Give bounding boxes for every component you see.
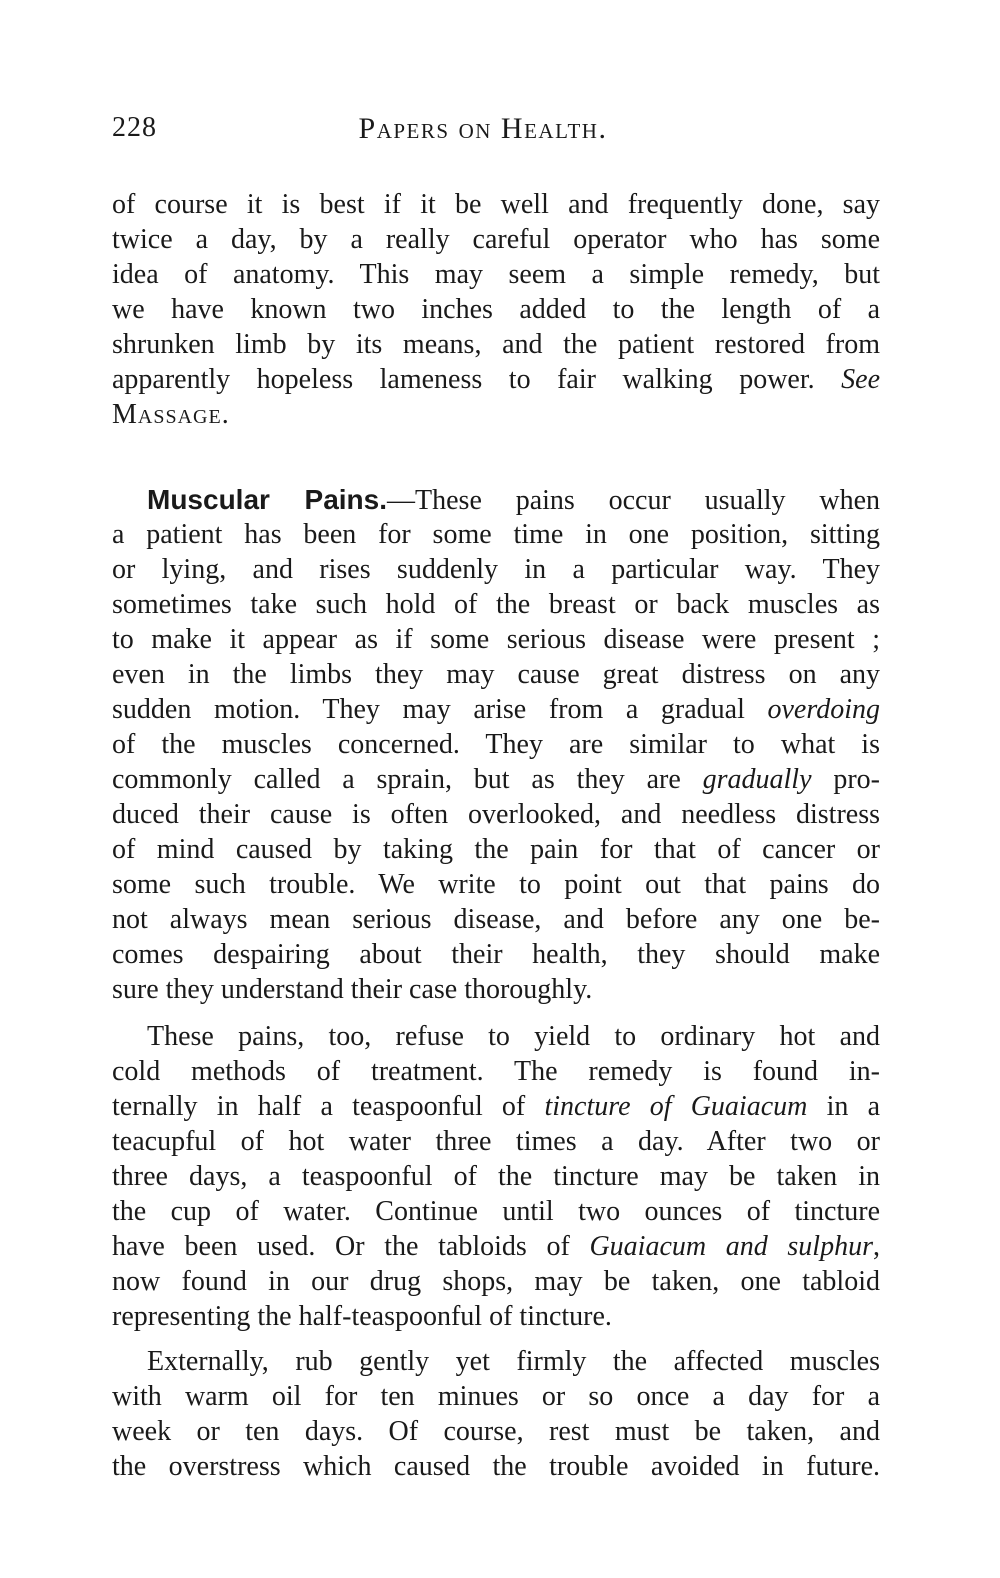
text-line	[112, 693, 880, 727]
text-segment: apparently hopeless lameness to fair walking power.	[112, 364, 842, 395]
text-line	[112, 1380, 880, 1414]
text-line	[112, 1055, 880, 1089]
italic-text: overdoing	[767, 694, 880, 725]
text-segment: some such trouble. We write to point out that pains do	[112, 869, 880, 900]
text-segment: —These pains occur usually when	[387, 485, 880, 516]
text-line	[112, 1415, 880, 1449]
text-segment: of the muscles concerned. They are similar to what is	[112, 729, 880, 760]
italic-text: tincture of Guaiacum	[544, 1091, 808, 1122]
text-segment: of course it is best if it be well and frequently done, say	[112, 189, 880, 220]
text-line	[112, 188, 880, 222]
text-line	[112, 398, 880, 432]
text-segment: teacupful of hot water three times a day. After two or	[112, 1126, 880, 1157]
text-segment: the overstress which caused the trouble avoided in future.	[112, 1451, 880, 1482]
text-line	[112, 1020, 880, 1054]
text-segment: commonly called a sprain, but as they are	[112, 764, 703, 795]
italic-text: Guaiacum and sulphur	[589, 1231, 873, 1262]
text-segment: three days, a teaspoonful of the tincture may be taken in	[112, 1161, 880, 1192]
text-segment: These pains, too, refuse to yield to ordinary hot and	[147, 1021, 880, 1052]
text-segment: with warm oil for ten minues or so once a day for a	[112, 1381, 880, 1412]
text-line	[112, 1160, 880, 1194]
text-segment: we have known two inches added to the length of a	[112, 294, 880, 325]
text-line	[112, 763, 880, 797]
text-line	[112, 553, 880, 587]
text-line	[112, 798, 880, 832]
running-title: Papers on Health.	[358, 112, 608, 145]
text-line	[112, 1090, 880, 1124]
text-segment: have been used. Or the tabloids of	[112, 1231, 590, 1262]
text-line	[112, 868, 880, 902]
text-line	[112, 1195, 880, 1229]
text-segment: now found in our drug shops, may be taken, one tabloid	[112, 1266, 880, 1297]
text-line	[112, 1300, 880, 1334]
text-segment: a patient has been for some time in one position, sitting	[112, 519, 880, 550]
text-segment: representing the half-teaspoonful of tincture.	[112, 1301, 612, 1332]
cross-reference: Massage.	[112, 399, 230, 430]
text-line	[112, 833, 880, 867]
text-segment: of mind caused by taking the pain for that of cancer or	[112, 834, 880, 865]
text-segment: sometimes take such hold of the breast or back muscles as	[112, 589, 880, 620]
text-segment: sure they understand their case thoroughly.	[112, 974, 593, 1005]
text-line	[112, 903, 880, 937]
text-line	[112, 363, 880, 397]
text-segment: shrunken limb by its means, and the patient restored from	[112, 329, 880, 360]
text-segment: Externally, rub gently yet firmly the affected muscles	[147, 1346, 880, 1377]
text-line	[112, 483, 880, 518]
text-segment: not always mean serious disease, and before any one be-	[112, 904, 880, 935]
text-segment: ternally in half a teaspoonful of	[112, 1091, 545, 1122]
text-line	[112, 1450, 880, 1484]
text-line	[112, 223, 880, 257]
text-segment: in a	[807, 1091, 880, 1122]
text-segment: to make it appear as if some serious disease were present ;	[112, 624, 880, 655]
text-line	[112, 938, 880, 972]
text-line	[112, 588, 880, 622]
text-segment: ,	[873, 1231, 880, 1262]
text-segment: comes despairing about their health, they should make	[112, 939, 880, 970]
text-line	[112, 973, 880, 1007]
text-line	[112, 293, 880, 327]
text-segment: or lying, and rises suddenly in a particular way. They	[112, 554, 880, 585]
section-heading: Muscular Pains.	[147, 484, 388, 515]
text-line	[112, 623, 880, 657]
text-segment: cold methods of treatment. The remedy is found in-	[112, 1056, 880, 1087]
text-line	[112, 328, 880, 362]
text-line	[112, 518, 880, 552]
text-segment: even in the limbs they may cause great distress on any	[112, 659, 880, 690]
text-line	[112, 1345, 880, 1379]
italic-text: See	[841, 364, 880, 395]
text-line	[112, 728, 880, 762]
text-line	[112, 1230, 880, 1264]
text-segment: the cup of water. Continue until two ounces of tincture	[112, 1196, 880, 1227]
text-line	[112, 1125, 880, 1159]
italic-text: gradually	[702, 764, 812, 795]
text-segment: duced their cause is often overlooked, and needless distress	[112, 799, 880, 830]
text-line	[112, 1265, 880, 1299]
page-number: 228	[112, 112, 157, 143]
text-line	[112, 658, 880, 692]
text-segment: idea of anatomy. This may seem a simple remedy, but	[112, 259, 880, 290]
text-segment: week or ten days. Of course, rest must be taken, and	[112, 1416, 880, 1447]
text-segment: twice a day, by a really careful operator who has some	[112, 224, 880, 255]
text-line	[112, 258, 880, 292]
text-segment: sudden motion. They may arise from a gradual	[112, 694, 768, 725]
text-segment: pro-	[811, 764, 880, 795]
